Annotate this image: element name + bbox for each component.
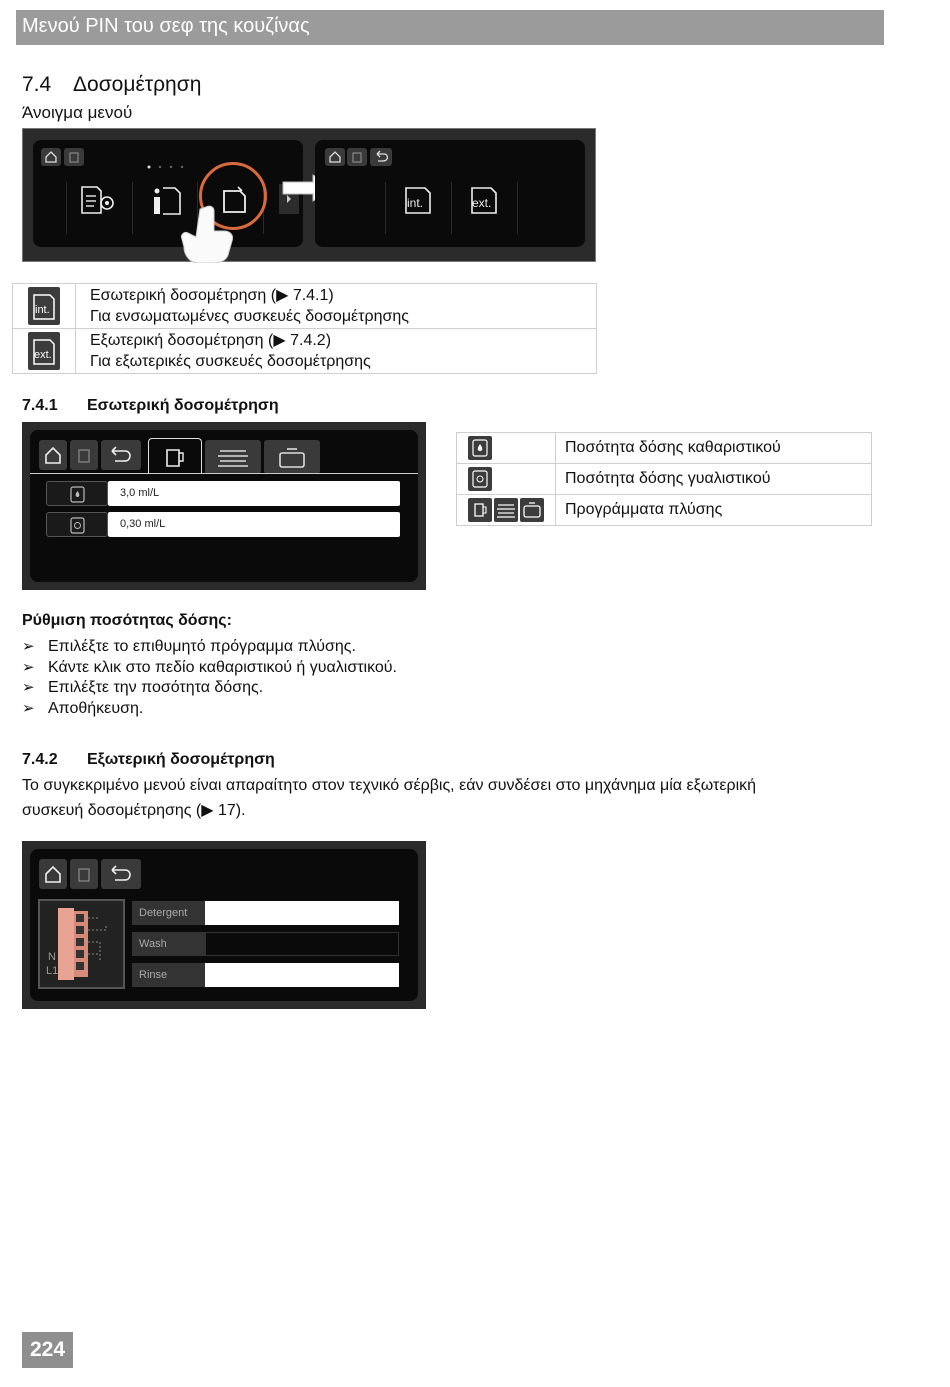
- dosing-legend-table: [456, 432, 872, 526]
- table-row: [13, 284, 597, 329]
- menu-option-desc: Για ενσωματωμένες συσκευές δοσομέτρησης: [90, 308, 409, 325]
- bin-icon: [70, 440, 98, 470]
- legend-rinse-text: Ποσότητα δόσης γυαλιστικού: [556, 464, 872, 495]
- subsection-number: 7.4.1: [22, 397, 58, 414]
- bin-icon: [347, 148, 367, 166]
- external-dosing-paragraph-line2: συσκευή δοσομέτρησης (▶ 17).: [22, 802, 246, 819]
- detergent-field-icon: [46, 481, 108, 506]
- home-icon: [39, 440, 67, 470]
- plates-icon: [205, 440, 261, 474]
- detergent-label: Detergent: [132, 901, 205, 925]
- terminal-label-n: N: [48, 951, 56, 963]
- bin-button[interactable]: [70, 440, 98, 470]
- page-number: 224: [22, 1332, 73, 1368]
- external-dosing-button[interactable]: [469, 184, 499, 216]
- external-dosing-paragraph-line1: Το συγκεκριμένο μενού είναι απαραίτητο στον τεχνικό σέρβις, εάν συνδέσει στο μηχάνημα μία εξωτερική: [22, 777, 757, 794]
- subsection-number-2: 7.4.2: [22, 751, 58, 768]
- detergent-output-field[interactable]: [205, 901, 399, 925]
- screenshot-open-menu: [22, 128, 596, 262]
- home-icon: [41, 148, 61, 166]
- list-item: ➢ Αποθήκευση.: [22, 699, 144, 717]
- section-title: Δοσομέτρηση: [73, 73, 202, 96]
- bin-button[interactable]: [70, 859, 98, 889]
- ext-label: ext.: [472, 196, 492, 210]
- back-button[interactable]: [101, 440, 141, 470]
- tab-pots-program[interactable]: [264, 440, 320, 474]
- rinse-aid-field-icon: [46, 512, 108, 537]
- home-icon: [325, 148, 345, 166]
- legend-detergent-text: Ποσότητα δόσης καθαριστικού: [556, 433, 872, 464]
- subsection-title-2: Εξωτερική δοσομέτρηση: [87, 751, 275, 768]
- dosing-menu-screen: [315, 140, 585, 247]
- list-item: ➢ Κάντε κλικ στο πεδίο καθαριστικού ή γυαλιστικού.: [22, 658, 397, 676]
- table-row: [13, 329, 597, 374]
- adjust-heading: Ρύθμιση ποσότητας δόσης:: [22, 612, 232, 629]
- subsection-title: Εσωτερική δοσομέτρηση: [87, 397, 279, 414]
- tab-single-program[interactable]: [148, 438, 202, 474]
- legend-programs-text: Προγράμματα πλύσης: [556, 495, 872, 526]
- table-row: [457, 464, 872, 495]
- table-row: [457, 495, 872, 526]
- bin-icon: [70, 859, 98, 889]
- cup-icon: [149, 439, 203, 475]
- main-menu-screen: [33, 140, 303, 247]
- menu-options-table: [12, 283, 597, 374]
- bin-button[interactable]: [64, 148, 84, 166]
- rinse-label: Rinse: [132, 963, 205, 987]
- terminal-block-diagram: [38, 899, 125, 989]
- ext-canister-icon: ext.: [28, 332, 60, 370]
- rinse-aid-amount-field[interactable]: 0,30 ml/L: [108, 512, 400, 537]
- home-button[interactable]: [39, 440, 67, 470]
- page-header-title: Μενού PIN του σεφ της κουζίνας: [22, 15, 310, 37]
- page-dots: [147, 156, 187, 160]
- detergent-amount-field[interactable]: 3,0 ml/L: [108, 481, 400, 506]
- wash-label: Wash: [132, 932, 205, 956]
- menu-option-title: Εσωτερική δοσομέτρηση (▶ 7.4.1): [90, 287, 334, 304]
- screenshot-internal-dosing: [22, 422, 426, 590]
- document-settings-button[interactable]: [79, 185, 119, 217]
- undo-icon: [370, 148, 392, 166]
- screenshot-external-dosing: [22, 841, 426, 1009]
- section-subtitle: Άνοιγμα μενού: [22, 103, 133, 122]
- tab-plates-program[interactable]: [205, 440, 261, 474]
- home-button[interactable]: [39, 859, 67, 889]
- detergent-drop-icon: [47, 482, 109, 507]
- detergent-drop-icon: [468, 436, 492, 460]
- undo-icon: [101, 440, 141, 470]
- plates-icon: [494, 498, 518, 522]
- cup-icon: [468, 498, 492, 522]
- bin-icon: [64, 148, 84, 166]
- adjust-steps-list: [22, 637, 397, 719]
- back-button[interactable]: [370, 148, 392, 166]
- internal-dosing-button[interactable]: [403, 184, 433, 216]
- pot-icon: [520, 498, 544, 522]
- home-button-2[interactable]: [325, 148, 345, 166]
- pot-icon: [264, 440, 320, 474]
- rinse-output-field[interactable]: [205, 963, 399, 987]
- terminal-label-l1: L1: [46, 965, 59, 977]
- list-item: ➢ Επιλέξτε την ποσότητα δόσης.: [22, 679, 264, 696]
- bin-button-2[interactable]: [347, 148, 367, 166]
- list-item: ➢ Επιλέξτε το επιθυμητό πρόγραμμα πλύσης.: [22, 638, 356, 655]
- document-settings-icon: [79, 185, 119, 217]
- menu-option-title: Εξωτερική δοσομέτρηση (▶ 7.4.2): [90, 332, 332, 349]
- home-button[interactable]: [41, 148, 61, 166]
- int-canister-icon: int.: [28, 287, 60, 325]
- rinse-aid-icon: [468, 467, 492, 491]
- rinse-aid-icon: [47, 513, 109, 538]
- undo-icon: [101, 859, 141, 889]
- section-number: 7.4: [22, 73, 52, 96]
- back-button[interactable]: [101, 859, 141, 889]
- table-row: [457, 433, 872, 464]
- home-icon: [39, 859, 67, 889]
- menu-option-desc: Για εξωτερικές συσκευές δοσομέτρησης: [90, 353, 371, 370]
- wash-output-field[interactable]: [205, 932, 399, 956]
- int-label: int.: [407, 196, 424, 210]
- pointing-hand-icon: [180, 205, 244, 263]
